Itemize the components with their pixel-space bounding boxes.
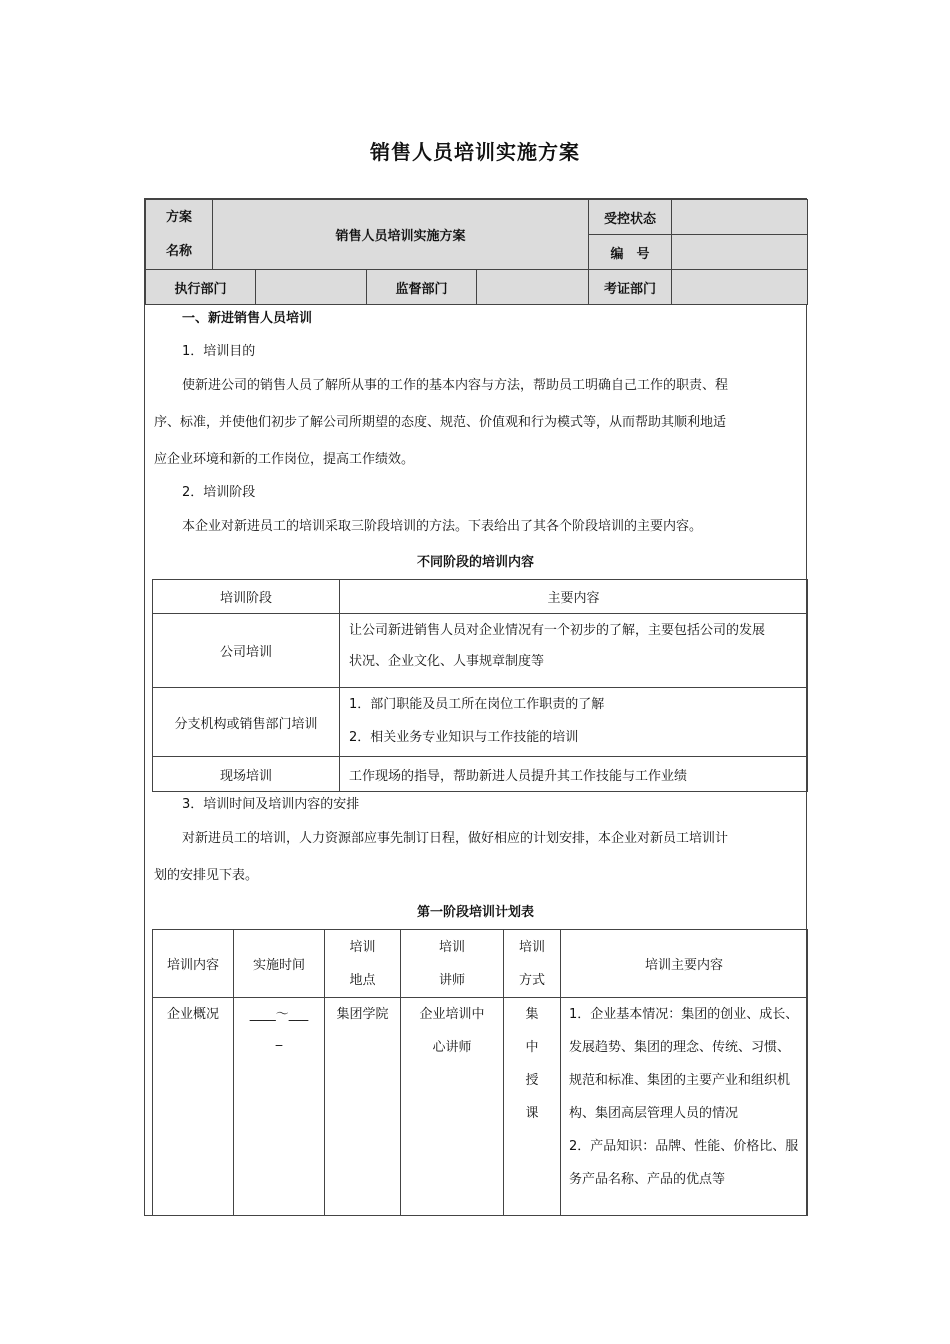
plan-table [152,929,808,1216]
plan-header-method-line: 培训 [518,939,545,955]
plan-header-main: 培训主要内容 [561,930,808,998]
plan-header-method-line: 方式 [518,972,545,988]
table-row [153,998,808,1216]
plan-header-time: 实施时间 [234,930,325,998]
stage-content-line: 2．相关业务专业知识与工作技能的培训 [349,730,579,745]
plan-cell-time [234,998,325,1216]
item2-para: 本企业对新进员工的培训采取三阶段培训的方法。下表给出了其各个阶段培训的主要内容。 [182,519,703,534]
stage-cell-content [340,688,808,757]
exec-dept-label: 执行部门 [174,281,227,297]
plan-name-label-cell [145,199,213,270]
plan-cell-place [325,998,401,1216]
supervise-dept-value-cell[interactable] [476,269,589,305]
plan-cell-time-line: ____～___ [249,1007,309,1022]
number-label: 编 号 [610,246,650,262]
plan-cell-main [561,998,808,1216]
control-status-label-cell [588,199,672,235]
item2-heading: 2．培训阶段 [182,485,256,500]
plan-cell-method-char: 集 [525,1007,539,1022]
verify-dept-label: 考证部门 [603,281,656,297]
item1-para-line2: 序、标准，并使他们初步了解公司所期望的态度、规范、价值观和行为模式等，从而帮助其顺利地适 [154,415,727,430]
table-row [153,757,808,792]
stage-table-header-row [153,580,808,614]
exec-dept-label-cell [145,269,256,305]
plan-name-label-line2: 名称 [165,243,192,259]
stage-cell-phase: 现场培训 [153,757,340,792]
item3-heading: 3．培训时间及培训内容的安排 [182,797,360,812]
stage-content-line: 状况、企业文化、人事规章制度等 [349,654,545,669]
item3-para-line2: 划的安排见下表。 [154,868,259,883]
plan-main-line: 规范和标准、集团的主要产业和组织机 [569,1073,791,1088]
plan-name-value-cell [212,199,589,270]
plan-cell-method-char: 课 [525,1106,539,1121]
plan-cell-method [504,998,561,1216]
plan-main-line: 构、集团高层管理人员的情况 [569,1106,739,1121]
plan-cell-method-char: 中 [525,1040,539,1055]
stage-content-line: 让公司新进销售人员对企业情况有一个初步的了解，主要包括公司的发展 [349,623,766,638]
stage-cell-phase: 分支机构或销售部门培训 [153,688,340,757]
stage-cell-content: 工作现场的指导，帮助新进人员提升其工作技能与工作业绩 [340,757,808,792]
plan-cell-time-line: _ [275,1032,283,1047]
exec-dept-value-cell[interactable] [255,269,367,305]
item1-para-line3: 应企业环境和新的工作岗位，提高工作绩效。 [154,452,415,467]
plan-cell-trainer [401,998,504,1216]
stage-header-content: 主要内容 [340,580,808,614]
plan-table-header-row [153,930,808,998]
plan-cell-trainer-line: 心讲师 [432,1040,472,1055]
table-row [153,614,808,688]
verify-dept-value-cell[interactable] [671,269,808,305]
plan-header-place [325,930,401,998]
plan-cell-trainer-line: 企业培训中 [419,1007,485,1022]
plan-table-title: 第一阶段培训计划表 [416,905,534,920]
plan-cell-content-text: 企业概况 [166,1007,219,1022]
plan-cell-content [153,998,234,1216]
plan-header-place-line: 地点 [349,972,376,988]
stage-table [152,579,808,792]
plan-cell-method-char: 授 [525,1073,539,1088]
supervise-dept-label: 监督部门 [395,281,448,297]
plan-cell-place-text: 集团学院 [336,1007,389,1022]
item3-para-line1: 对新进员工的培训，人力资源部应事先制订日程，做好相应的计划安排，本企业对新员工培训计 [182,831,729,846]
plan-header-trainer-line: 培训 [438,939,465,955]
supervise-dept-label-cell [366,269,477,305]
page-title: 销售人员培训实施方案 [370,140,580,164]
plan-header-trainer [401,930,504,998]
number-value-cell[interactable] [671,234,808,270]
stage-content-line: 1．部门职能及员工所在岗位工作职责的了解 [349,697,605,712]
stage-header-phase: 培训阶段 [153,580,340,614]
plan-main-line: 2．产品知识：品牌、性能、价格比、服 [569,1139,799,1154]
item1-heading: 1．培训目的 [182,344,256,359]
table-row [153,688,808,757]
verify-dept-label-cell [588,269,672,305]
plan-main-line: 发展趋势、集团的理念、传统、习惯、 [569,1040,791,1055]
plan-header-place-line: 培训 [349,939,376,955]
plan-main-line: 1．企业基本情况：集团的创业、成长、 [569,1007,799,1022]
plan-header-trainer-line: 讲师 [438,972,465,988]
plan-main-line: 务产品名称、产品的优点等 [569,1172,726,1187]
number-label-cell [588,234,672,270]
plan-name-label-line1: 方案 [165,209,192,225]
stage-cell-content [340,614,808,688]
control-status-value-cell[interactable] [671,199,808,235]
section-heading: 一、新进销售人员培训 [182,311,313,326]
plan-header-method [504,930,561,998]
plan-name-value: 销售人员培训实施方案 [335,229,466,244]
stage-cell-phase: 公司培训 [153,614,340,688]
item1-para-line1: 使新进公司的销售人员了解所从事的工作的基本内容与方法，帮助员工明确自己工作的职责、程 [182,378,729,393]
stage-table-title: 不同阶段的培训内容 [416,555,534,570]
control-status-label: 受控状态 [603,211,656,227]
plan-header-content: 培训内容 [153,930,234,998]
